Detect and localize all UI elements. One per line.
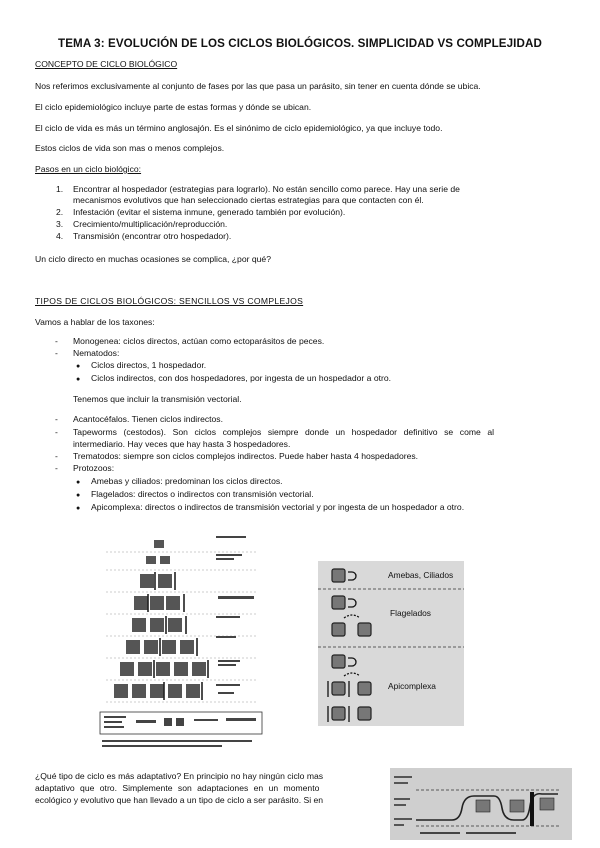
- list-item: Nematodos:: [73, 348, 120, 358]
- bottom-paragraph-line: ecológico y evolutivo que han llevado a un tipo de ciclo a ser parásito. Si en: [35, 795, 324, 805]
- step-text: Transmisión (encontrar otro hospedador).: [73, 231, 232, 241]
- section-heading-concepto: CONCEPTO DE CICLO BIOLÓGICO: [35, 59, 178, 69]
- bullet-marker: ●: [76, 492, 81, 499]
- steps-heading: Pasos en un ciclo biológico:: [35, 164, 142, 174]
- list-item: Protozoos:: [73, 463, 115, 473]
- transmission-graph-figure: [390, 768, 572, 840]
- paragraph: El ciclo de vida es más un término anglosajón. Es el sinónimo de ciclo epidemiológico, ya que incluye todo.: [35, 123, 443, 133]
- step-text: Infestación (evitar el sistema inmune, generado también por evolución).: [73, 207, 346, 217]
- step-text-cont: mecanismos evolutivos que han seleccionado ciertas estrategias para que contacten con él.: [73, 195, 424, 205]
- step-number: 4.: [56, 231, 64, 241]
- step-number: 2.: [56, 207, 64, 217]
- list-item: Acantocéfalos. Tienen ciclos indirectos.: [73, 414, 223, 424]
- section-heading-tipos: TIPOS DE CICLOS BIOLÓGICOS: SENCILLOS VS COMPLEJOS: [35, 296, 304, 306]
- bullet-marker: ●: [76, 376, 81, 383]
- label-flagelados: Flagelados: [390, 608, 431, 618]
- bottom-paragraph-line: adaptativo que otro. Simplemente son adaptaciones en un momento: [35, 783, 320, 793]
- step-text: Encontrar al hospedador (estrategias para lograrlo). No están sencillo como parece. Hay una serie de: [73, 184, 460, 194]
- question-text: Un ciclo directo en muchas ocasiones se complica, ¿por qué?: [35, 254, 271, 264]
- paragraph: Nos referimos exclusivamente al conjunto de fases por las que pasa un parásito, sin tener en cuenta dónde se ubica.: [35, 81, 481, 91]
- page-title: TEMA 3: EVOLUCIÓN DE LOS CICLOS BIOLÓGICOS. SIMPLICIDAD VS COMPLEJIDAD: [58, 37, 542, 50]
- list-item: Trematodos: siempre son ciclos complejos indirectos. Puede haber hasta 4 hospedadores.: [73, 451, 419, 461]
- label-apicomplexa: Apicomplexa: [388, 681, 436, 691]
- protozoa-cycle-figure: [318, 561, 464, 726]
- dash-marker: -: [55, 463, 58, 473]
- dash-marker: -: [55, 427, 58, 437]
- bullet-marker: ●: [76, 479, 81, 486]
- dash-marker: -: [55, 414, 58, 424]
- bottom-paragraph-line: ¿Qué tipo de ciclo es más adaptativo? En principio no hay ningún ciclo mas: [35, 771, 324, 781]
- step-text: Crecimiento/multiplicación/reproducción.: [73, 219, 228, 229]
- paragraph: El ciclo epidemiológico incluye parte de estas formas y dónde se ubican.: [35, 102, 312, 112]
- dash-marker: -: [55, 336, 58, 346]
- list-item: Monogenea: ciclos directos, actúan como ectoparásitos de peces.: [73, 336, 325, 346]
- paragraph: Vamos a hablar de los taxones:: [35, 317, 155, 327]
- dash-marker: -: [55, 348, 58, 358]
- paragraph: Estos ciclos de vida son mas o menos complejos.: [35, 143, 225, 153]
- dash-marker: -: [55, 451, 58, 461]
- sub-list-item: Apicomplexa: directos o indirectos de transmisión vectorial y por ingesta de un hospedador a otro.: [91, 502, 465, 512]
- note-text: Tenemos que incluir la transmisión vectorial.: [73, 394, 242, 404]
- step-number: 3.: [56, 219, 64, 229]
- bullet-marker: ●: [76, 505, 81, 512]
- sub-list-item: Amebas y ciliados: predominan los ciclos directos.: [91, 476, 283, 486]
- sub-list-item: Ciclos indirectos, con dos hospedadores, por ingesta de un hospedador a otro.: [91, 373, 392, 383]
- list-item: Tapeworms (cestodos). Son ciclos complejos siempre donde un hospedador definitivo se come al: [73, 427, 495, 437]
- sub-list-item: Flagelados: directos o indirectos con transmisión vectorial.: [91, 489, 314, 499]
- label-amebas-ciliados: Amebas, Ciliados: [388, 570, 454, 580]
- list-item-cont: intermediario. Hay veces que hay hasta 3 hospedadores.: [73, 439, 291, 449]
- life-cycle-diagram-figure: [98, 530, 264, 752]
- bullet-marker: ●: [76, 363, 81, 370]
- sub-list-item: Ciclos directos, 1 hospedador.: [91, 360, 207, 370]
- step-number: 1.: [56, 184, 64, 194]
